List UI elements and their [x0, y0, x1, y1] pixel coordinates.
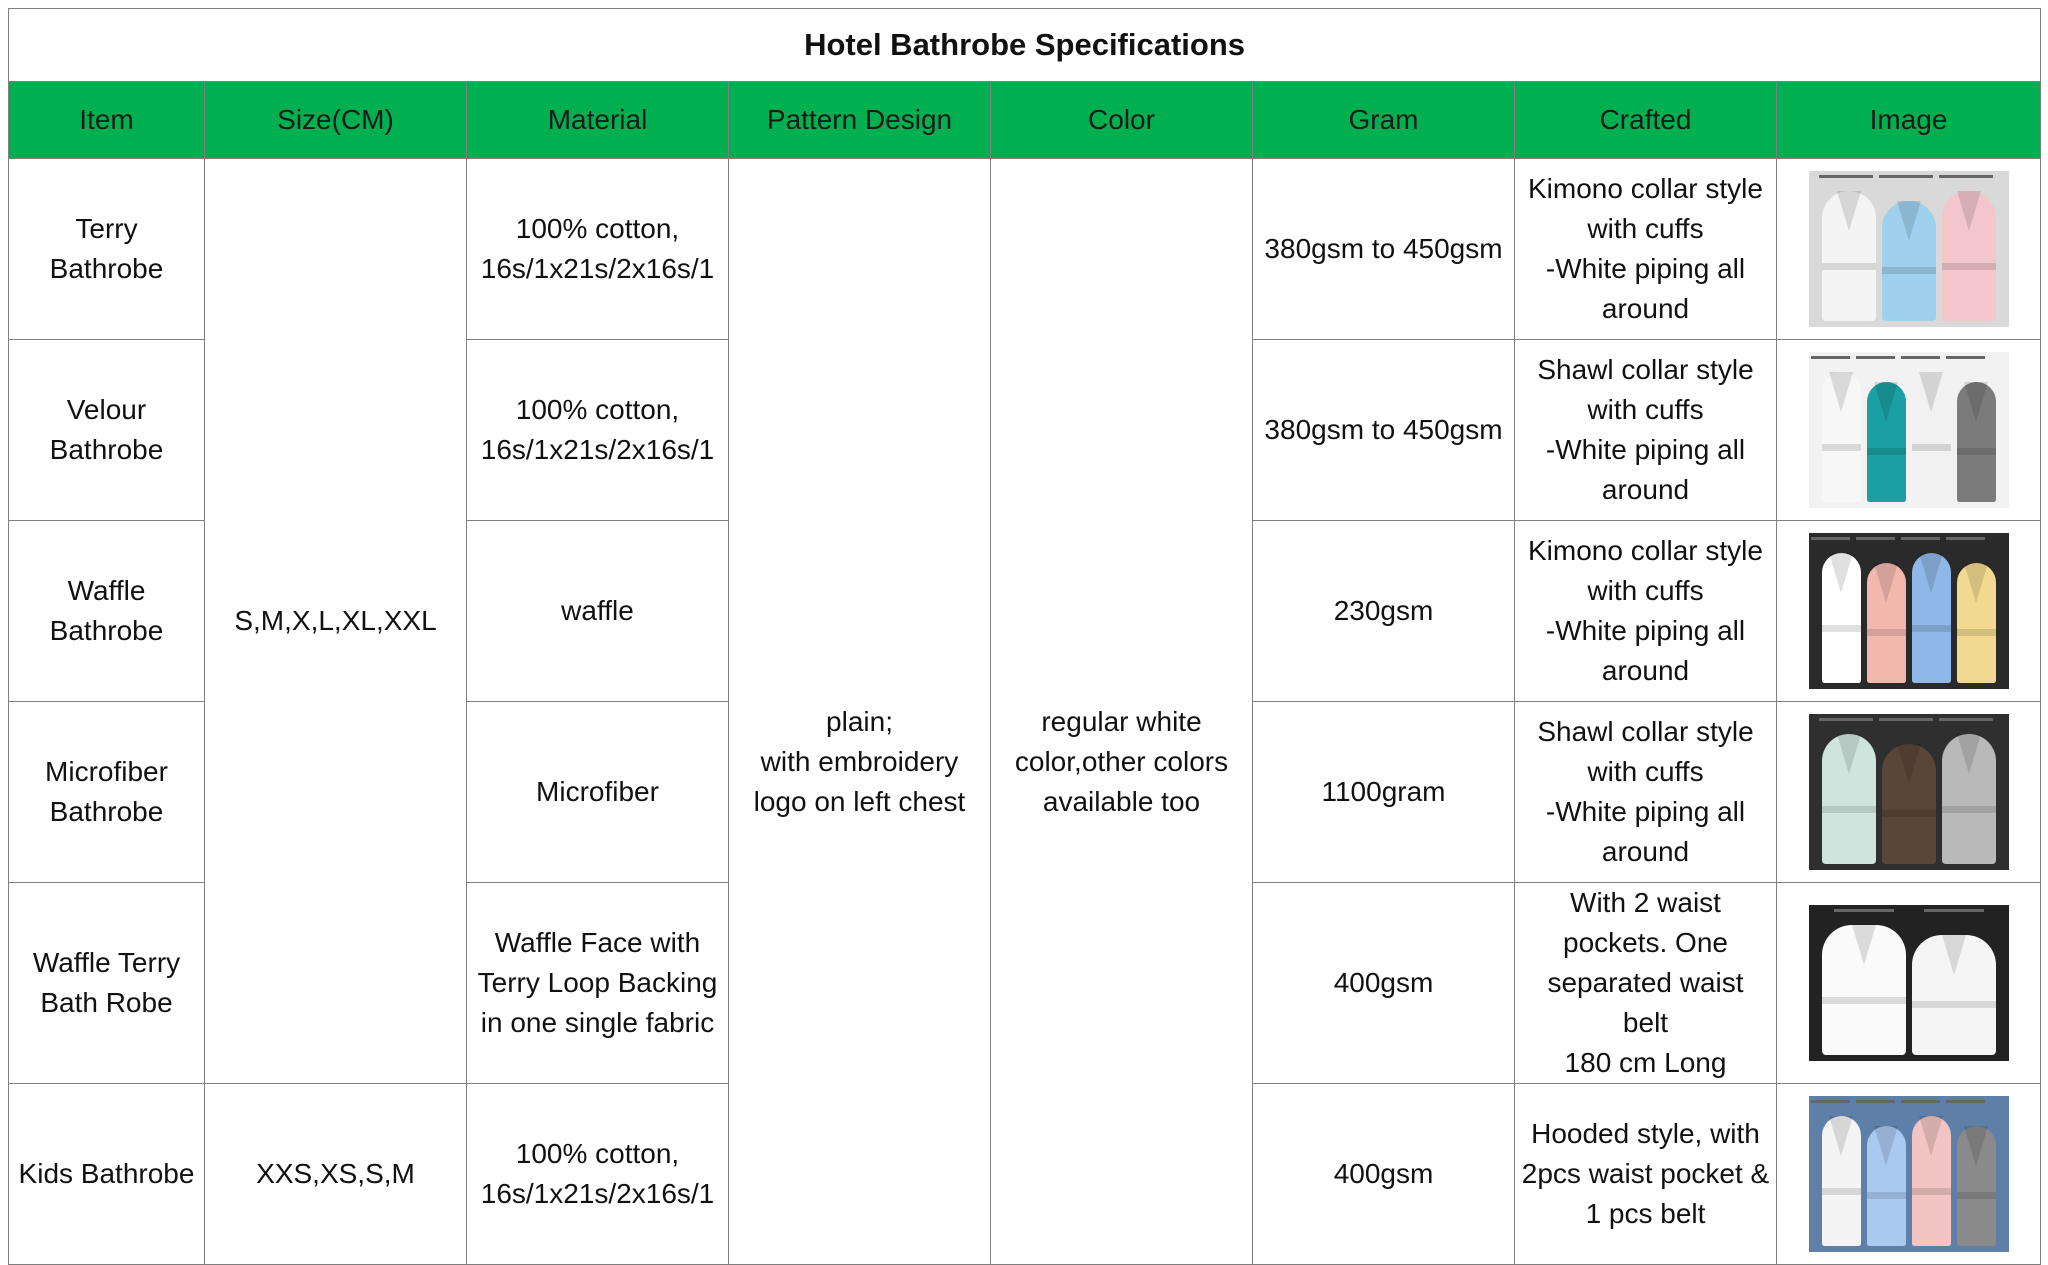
robe-icon	[1957, 563, 1996, 683]
robe-icon	[1957, 1126, 1996, 1246]
robe-icon	[1867, 563, 1906, 683]
item-cell	[9, 159, 205, 340]
bathrobe-photo	[1809, 1096, 2009, 1252]
robe-icon	[1882, 744, 1936, 864]
item-cell-line: Kids Bathrobe	[18, 1158, 195, 1189]
material-cell-line: 100% cotton,	[515, 213, 680, 244]
crafted-cell-line: Shawl collar style	[1537, 354, 1754, 385]
material-cell-line: 100% cotton,	[515, 1138, 680, 1169]
header-image: Image	[1777, 82, 2041, 159]
bathrobe-photo	[1809, 533, 2009, 689]
item-cell	[9, 883, 205, 1084]
color-cell	[991, 159, 1253, 1265]
robe-icon	[1912, 372, 1951, 502]
bathrobe-photo	[1809, 905, 2009, 1061]
color-cell-line: regular white	[1041, 705, 1202, 737]
hanger-icon	[1939, 718, 1993, 721]
crafted-cell	[1515, 521, 1777, 702]
item-cell-line: Bathrobe	[49, 253, 164, 284]
crafted-cell-line: with cuffs	[1587, 213, 1704, 244]
hanger-icon	[1834, 909, 1894, 912]
crafted-cell-line: -White piping all	[1545, 253, 1746, 284]
crafted-cell-line: around	[1601, 293, 1690, 324]
gram-cell: 230gsm	[1253, 521, 1515, 702]
crafted-cell-line: -White piping all	[1545, 615, 1746, 646]
pattern-cell	[729, 159, 991, 1265]
item-cell-line: Bathrobe	[49, 615, 164, 646]
product-image-cell	[1777, 883, 2041, 1084]
crafted-cell	[1515, 702, 1777, 883]
crafted-cell-line: Kimono collar style	[1528, 535, 1763, 566]
hanger-icon	[1819, 175, 1873, 178]
material-cell-line: Waffle Face with	[494, 927, 701, 958]
spec-table	[8, 8, 2041, 1265]
hanger-icon	[1924, 909, 1984, 912]
bathrobe-photo	[1809, 352, 2009, 508]
robe-icon	[1942, 191, 1996, 321]
pattern-cell-line: plain;	[826, 705, 893, 737]
gram-cell: 380gsm to 450gsm	[1253, 159, 1515, 340]
bathrobe-photo	[1809, 714, 2009, 870]
item-cell-line: Bathrobe	[49, 434, 164, 465]
pattern-cell-line: with embroidery	[760, 745, 959, 777]
gram-cell: 380gsm to 450gsm	[1253, 340, 1515, 521]
robe-icon	[1912, 1116, 1951, 1246]
product-image-cell	[1777, 1084, 2041, 1265]
material-cell-line: Microfiber	[536, 776, 659, 807]
hanger-icon	[1811, 356, 1850, 359]
color-cell-line: available too	[1042, 785, 1201, 817]
material-cell	[467, 159, 729, 340]
crafted-cell-line: 2pcs waist pocket &	[1521, 1158, 1770, 1189]
item-cell-line: Bath Robe	[40, 987, 173, 1018]
crafted-cell-line: with cuffs	[1587, 394, 1704, 425]
hanger-icon	[1819, 718, 1873, 721]
robe-icon	[1867, 1126, 1906, 1246]
gram-cell: 400gsm	[1253, 883, 1515, 1084]
material-cell-line: waffle	[561, 595, 634, 626]
item-cell	[9, 702, 205, 883]
material-cell-line: 16s/1x21s/2x16s/1	[480, 434, 715, 465]
item-cell-line: Microfiber	[45, 756, 168, 787]
header-gram: Gram	[1253, 82, 1515, 159]
hanger-icon	[1879, 718, 1933, 721]
hanger-icon	[1939, 175, 1993, 178]
crafted-cell-line: around	[1601, 836, 1690, 867]
material-cell-line: 16s/1x21s/2x16s/1	[480, 253, 715, 284]
crafted-cell-line: around	[1601, 474, 1690, 505]
crafted-cell-line: With 2 waist	[1570, 887, 1721, 918]
hanger-icon	[1901, 537, 1940, 540]
crafted-cell	[1515, 340, 1777, 521]
pattern-cell-line: logo on left chest	[753, 785, 966, 817]
material-cell-line: Terry Loop Backing	[477, 967, 718, 998]
robe-icon	[1822, 925, 1906, 1055]
crafted-cell-line: -White piping all	[1545, 796, 1746, 827]
item-cell-line: Bathrobe	[49, 796, 164, 827]
product-image-cell	[1777, 340, 2041, 521]
hanger-icon	[1811, 537, 1850, 540]
crafted-cell	[1515, 883, 1777, 1084]
material-cell	[467, 1084, 729, 1265]
header-row	[9, 82, 2041, 159]
crafted-cell-line: pockets. One	[1563, 927, 1728, 958]
crafted-cell-line: around	[1601, 655, 1690, 686]
item-cell-line: Waffle Terry	[32, 947, 181, 978]
crafted-cell	[1515, 1084, 1777, 1265]
header-crafted: Crafted	[1515, 82, 1777, 159]
crafted-cell-line: 180 cm Long	[1564, 1047, 1727, 1078]
crafted-cell-line: -White piping all	[1545, 434, 1746, 465]
header-size: Size(CM)	[205, 82, 467, 159]
crafted-cell-line: with cuffs	[1587, 575, 1704, 606]
crafted-cell-line: Kimono collar style	[1528, 173, 1763, 204]
crafted-cell	[1515, 159, 1777, 340]
bathrobe-photo	[1809, 171, 2009, 327]
crafted-cell-line: Hooded style, with	[1531, 1118, 1760, 1149]
color-cell-line: color,other colors	[1014, 745, 1229, 777]
crafted-cell-line: with cuffs	[1587, 756, 1704, 787]
header-color: Color	[991, 82, 1253, 159]
size-cell: XXS,XS,S,M	[205, 1084, 467, 1265]
robe-icon	[1822, 191, 1876, 321]
gram-cell: 1100gram	[1253, 702, 1515, 883]
size-cell: S,M,X,L,XL,XXL	[205, 159, 467, 1084]
crafted-cell-line: 1 pcs belt	[1585, 1198, 1706, 1229]
material-cell	[467, 521, 729, 702]
item-cell-line: Velour	[66, 394, 147, 425]
robe-icon	[1912, 935, 1996, 1055]
spec-sheet	[8, 8, 2040, 1265]
gram-cell: 400gsm	[1253, 1084, 1515, 1265]
header-item: Item	[9, 82, 205, 159]
item-cell	[9, 340, 205, 521]
hanger-icon	[1856, 1100, 1895, 1103]
material-cell	[467, 340, 729, 521]
robe-icon	[1822, 553, 1861, 683]
material-cell-line: in one single fabric	[480, 1007, 715, 1038]
table-row	[9, 159, 2041, 340]
hanger-icon	[1856, 356, 1895, 359]
header-pattern: Pattern Design	[729, 82, 991, 159]
robe-icon	[1882, 201, 1936, 321]
crafted-cell-line: separated waist belt	[1547, 967, 1744, 1038]
hanger-icon	[1946, 1100, 1985, 1103]
robe-icon	[1822, 734, 1876, 864]
table-title: Hotel Bathrobe Specifications	[9, 9, 2041, 82]
product-image-cell	[1777, 159, 2041, 340]
hanger-icon	[1901, 356, 1940, 359]
crafted-cell-line: Shawl collar style	[1537, 716, 1754, 747]
material-cell-line: 100% cotton,	[515, 394, 680, 425]
item-cell	[9, 1084, 205, 1265]
item-cell	[9, 521, 205, 702]
hanger-icon	[1946, 356, 1985, 359]
hanger-icon	[1946, 537, 1985, 540]
hanger-icon	[1879, 175, 1933, 178]
material-cell	[467, 883, 729, 1084]
robe-icon	[1957, 382, 1996, 502]
item-cell-line: Terry	[75, 213, 138, 244]
material-cell	[467, 702, 729, 883]
robe-icon	[1912, 553, 1951, 683]
robe-icon	[1942, 734, 1996, 864]
hanger-icon	[1901, 1100, 1940, 1103]
robe-icon	[1822, 1116, 1861, 1246]
robe-icon	[1822, 372, 1861, 502]
product-image-cell	[1777, 521, 2041, 702]
hanger-icon	[1811, 1100, 1850, 1103]
product-image-cell	[1777, 702, 2041, 883]
material-cell-line: 16s/1x21s/2x16s/1	[480, 1178, 715, 1209]
header-material: Material	[467, 82, 729, 159]
hanger-icon	[1856, 537, 1895, 540]
item-cell-line: Waffle	[67, 575, 146, 606]
robe-icon	[1867, 382, 1906, 502]
